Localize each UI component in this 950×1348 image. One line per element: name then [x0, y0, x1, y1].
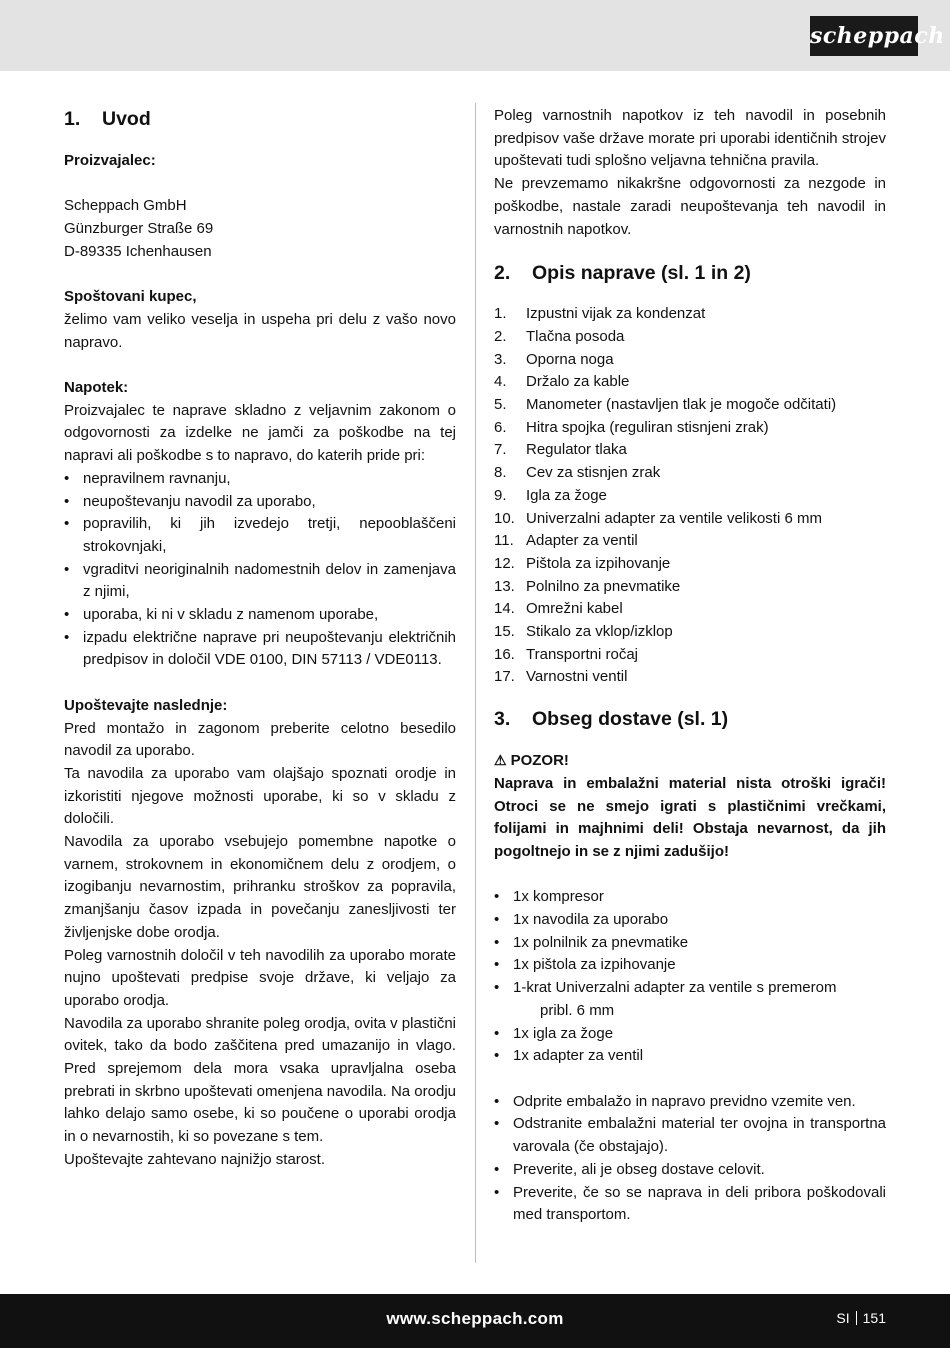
observe-paragraph: Pred montažo in zagonom preberite celotno besedilo navodil za uporabo. [64, 719, 456, 760]
part-item: 2. Tlačna posoda [494, 327, 625, 345]
delivery-list [494, 886, 886, 1068]
part-item: 14. Omrežni kabel [494, 600, 623, 618]
part-item: 1. Izpustni vijak za kondenzat [494, 305, 706, 323]
section-1-heading: 1. Uvod [64, 108, 151, 130]
note-bullet: • vgraditvi neoriginalnih nadomestnih delov in zamenjava z njimi, [64, 559, 456, 604]
part-item: 6. Hitra spojka (reguliran stisnjeni zrak) [494, 418, 769, 436]
dear-label: Spoštovani kupec, [64, 288, 197, 306]
delivery-item-continuation: pribl. 6 mm [540, 1001, 615, 1019]
observe-paragraph: Ta navodila za uporabo vam olajšajo spoznati orodje in izkoristiti njegove možnosti uporabe, ki so v skladu z določili. [64, 764, 456, 828]
observe-label: Upoštevajte naslednje: [64, 696, 228, 714]
part-item: 12. Pištola za izpihovanje [494, 554, 671, 572]
address-line: Scheppach GmbH [64, 197, 187, 215]
right-column [494, 105, 886, 1227]
part-item: 7. Regulator tlaka [494, 441, 627, 459]
delivery-item: • 1x navodila za uporabo [494, 909, 886, 932]
parts-list [494, 303, 886, 689]
delivery-item: • 1x kompresor [494, 886, 886, 909]
observe-paragraph: Navodila za uporabo shranite poleg orodja, ovita v plastični ovitek, tako da bodo zaščitena pred umazanijo in vlago. Pred sprejemom dela mora vsaka upravljalna oseba prebrati in skrbno upoštevati omenjena navodila. Na orodju lahko delajo samo osebe, ki so poučene o uporabi orodja in o nevarnostih, ki so povezane s tem. [64, 1014, 456, 1146]
page-separator [856, 1311, 857, 1325]
intro-paragraph: Ne prevzemamo nikakršne odgovornosti za nezgode in poškodbe, nastale zaradi neupoštevanja teh navodil in varnostnih napotkov. [494, 175, 886, 238]
left-column [64, 105, 456, 1172]
part-item: 3. Oporna noga [494, 350, 614, 368]
section-3-heading: 3. Obseg dostave (sl. 1) [494, 708, 729, 731]
observe-paragraph: Upoštevajte zahtevano najnižjo starost. [64, 1150, 325, 1168]
part-item: 9. Igla za žoge [494, 486, 607, 504]
warning-text: Naprava in embalažni material nista otroški igrači! Otroci se ne smejo igrati s plastičnimi vrečkami, folijami in majhnimi deli! Obstaja nevarnost, da jih pogoltnejo in se z njimi zadušijo! [494, 774, 886, 860]
note-bullet: • izpadu električne naprave pri neupoštevanju električnih predpisov in določil VDE 0100, DIN 57113 / VDE0113. [64, 627, 456, 672]
unpacking-steps [494, 1091, 886, 1227]
warning-heading: ⚠ POZOR! [494, 749, 886, 773]
part-item: 17. Varnostni ventil [494, 668, 628, 686]
intro-paragraph: Poleg varnostnih napotkov iz teh navodil in posebnih predpisov vaše države morate pri uporabi identičnih strojev upoštevati tudi splošno veljavna tehnična pravila. [494, 107, 886, 170]
part-item: 10. Univerzalni adapter za ventile velikosti 6 mm [494, 509, 822, 527]
header-bar [0, 0, 950, 71]
delivery-item: • 1x polnilnik za pnevmatike [494, 932, 886, 955]
note-label: Napotek: [64, 378, 129, 396]
part-item: 11. Adapter za ventil [494, 532, 638, 550]
part-item: 16. Transportni ročaj [494, 645, 638, 663]
note-bullet: • nepravilnem ravnanju, [64, 468, 456, 491]
part-item: 15. Stikalo za vklop/izklop [494, 623, 673, 641]
address-line: D-89335 Ichenhausen [64, 242, 212, 260]
manufacturer-label: Proizvajalec: [64, 152, 156, 169]
unpacking-step: • Preverite, če so se naprava in deli pribora poškodovali med transportom. [494, 1182, 886, 1227]
delivery-item: • 1-krat Univerzalni adapter za ventile s premerom [494, 977, 886, 1000]
scheppach-logo: scheppach [810, 16, 918, 56]
unpacking-step: • Preverite, ali je obseg dostave celovit. [494, 1159, 886, 1182]
observe-paragraph: Poleg varnostnih določil v teh navodilih za uporabo morate nujno upoštevati predpise svoje države, ki veljajo za uporabo orodja. [64, 946, 456, 1009]
unpacking-step: • Odstranite embalažni material ter ovojna in transportna varovala (če obstajajo). [494, 1113, 886, 1158]
footer-bar [0, 1294, 950, 1348]
delivery-item: • 1x adapter za ventil [494, 1045, 886, 1068]
note-text: Proizvajalec te naprave skladno z veljavnim zakonom o odgovornosti za izdelke ne jamči za poškodbe na tej napravi ali poškodbe s to napravo, do katerih pride pri: [64, 401, 456, 465]
section-2-heading: 2. Opis naprave (sl. 1 in 2) [494, 262, 751, 285]
note-bullet: • popravilih, ki jih izvedejo tretji, nepooblaščeni strokovnjaki, [64, 513, 456, 558]
page-number [836, 1310, 886, 1326]
warning-triangle-icon: ⚠ [494, 752, 507, 769]
note-bullet: • neupoštevanju navodil za uporabo, [64, 491, 456, 514]
part-item: 4. Držalo za kable [494, 373, 630, 391]
delivery-item: • 1x igla za žoge [494, 1023, 886, 1046]
note-bullet: • uporaba, ki ni v skladu z namenom uporabe, [64, 604, 456, 627]
observe-paragraph: Navodila za uporabo vsebujejo pomembne napotke o varnem, strokovnem in ekonomičnem delu z orodjem, o izogibanju nevarnostim, prihranku stroškov za popravila, zmanjšanju časov izpada in povečanju zanesljivosti ter življenjske dobe orodja. [64, 833, 456, 941]
address-line: Günzburger Straße 69 [64, 220, 214, 238]
dear-text: želimo vam veliko veselja in uspeha pri delu z vašo novo napravo. [64, 310, 456, 351]
column-divider [475, 103, 476, 1263]
page-number-value: 151 [862, 1310, 886, 1326]
part-item: 13. Polnilno za pnevmatike [494, 577, 681, 595]
language-code: SI [836, 1310, 850, 1326]
footer-url: www.scheppach.com [386, 1309, 564, 1328]
part-item: 5. Manometer (nastavljen tlak je mogoče odčitati) [494, 396, 837, 414]
part-item: 8. Cev za stisnjen zrak [494, 464, 661, 482]
delivery-item: • 1x pištola za izpihovanje [494, 954, 886, 977]
unpacking-step: • Odprite embalažo in napravo previdno vzemite ven. [494, 1091, 886, 1114]
